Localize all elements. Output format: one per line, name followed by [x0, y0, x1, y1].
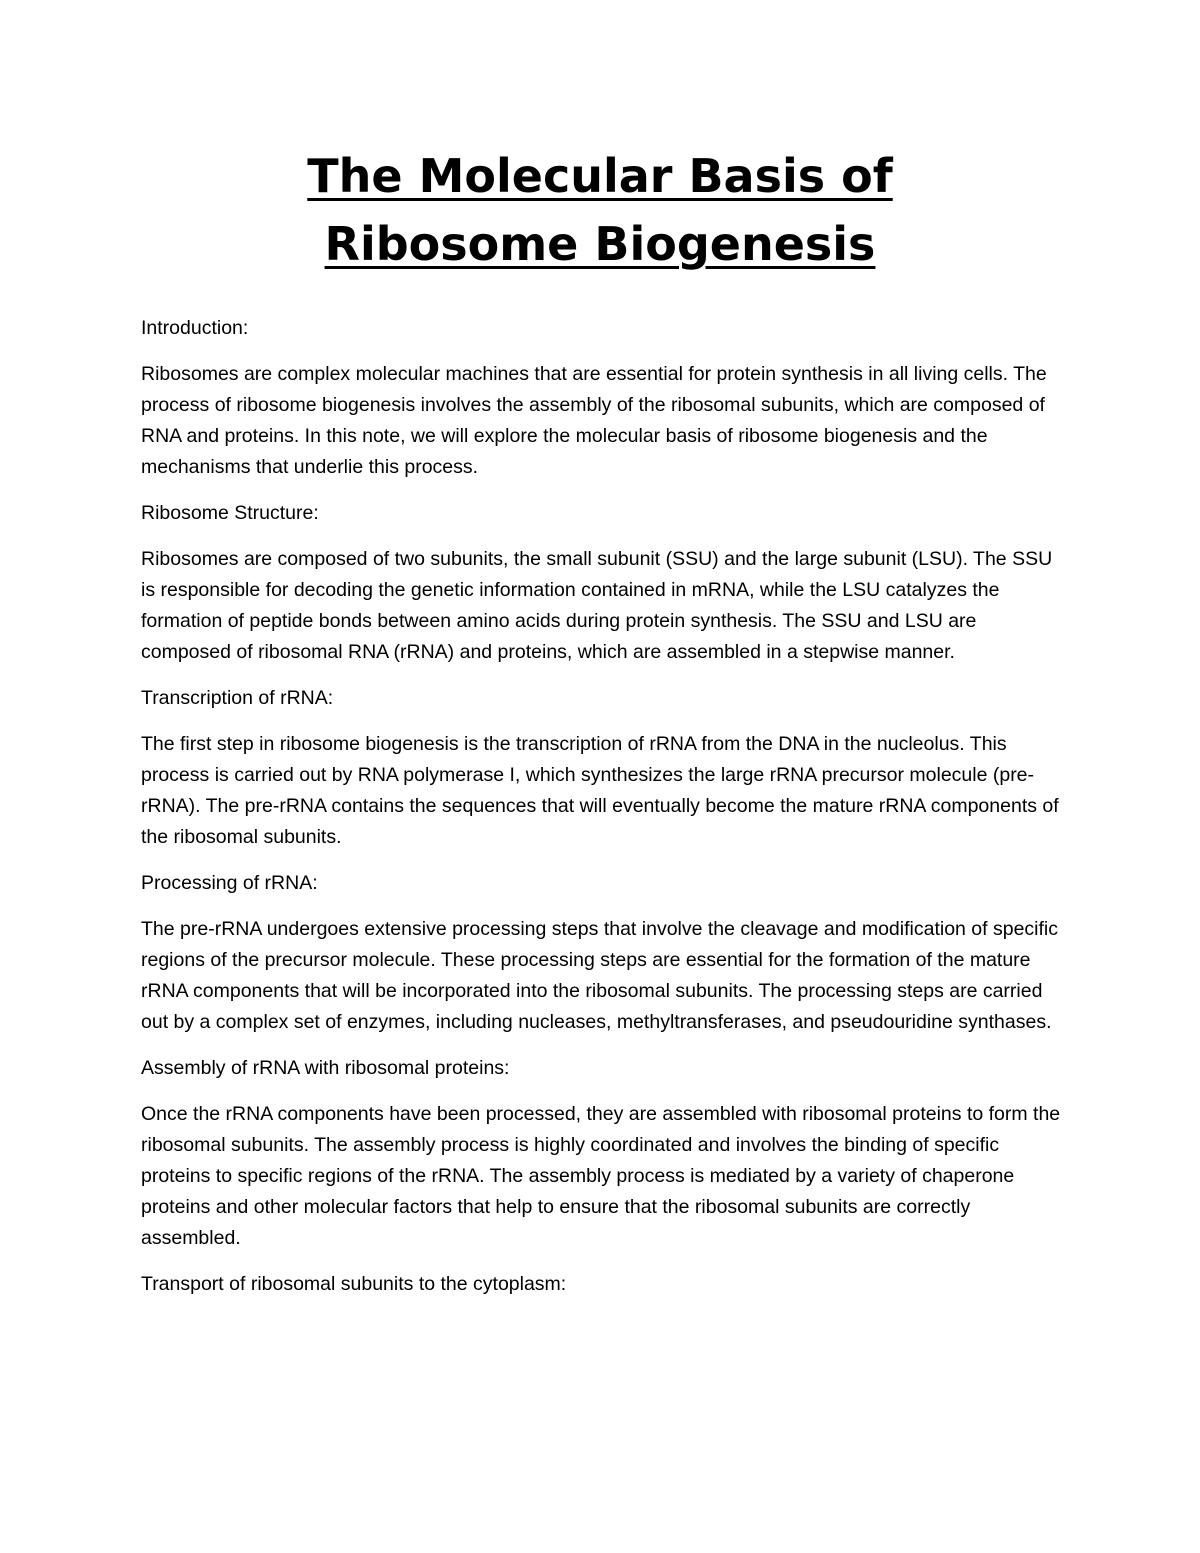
document-title	[100, 142, 1100, 278]
section-paragraph-transcription: The first step in ribosome biogenesis is the transcription of rRNA from the DNA in the nucleolus. This process is carried out by RNA polymerase I, which synthesizes the large rRNA precursor molecule (pre-rRNA). The pre-rRNA contains the sequences that will eventually become the mature rRNA components of the ribosomal subunits.	[141, 733, 1059, 848]
document-body	[141, 313, 1071, 1315]
section-heading-processing: Processing of rRNA:	[141, 872, 318, 894]
section-heading-transcription: Transcription of rRNA:	[141, 687, 334, 709]
title-line-2: Ribosome Biogenesis	[324, 217, 876, 271]
section-paragraph-ribosome-structure: Ribosomes are composed of two subunits, the small subunit (SSU) and the large subunit (LSU). The SSU is responsible for decoding the genetic information contained in mRNA, while the LSU catalyzes the formation of peptide bonds between amino acids during protein synthesis. The SSU and LSU are composed of ribosomal RNA (rRNA) and proteins, which are assembled in a stepwise manner.	[141, 548, 1053, 663]
title-line-1: The Molecular Basis of	[307, 149, 893, 203]
section-heading-transport: Transport of ribosomal subunits to the cytoplasm:	[141, 1273, 567, 1295]
section-paragraph-assembly: Once the rRNA components have been processed, they are assembled with ribosomal proteins to form the ribosomal subunits. The assembly process is highly coordinated and involves the binding of specific proteins to specific regions of the rRNA. The assembly process is mediated by a variety of chaperone proteins and other molecular factors that help to ensure that the ribosomal subunits are correctly assembled.	[141, 1103, 1061, 1249]
section-heading-assembly: Assembly of rRNA with ribosomal proteins:	[141, 1057, 510, 1079]
section-heading-ribosome-structure: Ribosome Structure:	[141, 502, 319, 524]
section-paragraph-introduction: Ribosomes are complex molecular machines that are essential for protein synthesis in all living cells. The process of ribosome biogenesis involves the assembly of the ribosomal subunits, which are composed of RNA and proteins. In this note, we will explore the molecular basis of ribosome biogenesis and the mechanisms that underlie this process.	[141, 363, 1047, 478]
section-paragraph-processing: The pre-rRNA undergoes extensive processing steps that involve the cleavage and modification of specific regions of the precursor molecule. These processing steps are essential for the formation of the mature rRNA components that will be incorporated into the ribosomal subunits. The processing steps are carried out by a complex set of enzymes, including nucleases, methyltransferases, and pseudouridine synthases.	[141, 918, 1059, 1033]
section-heading-introduction: Introduction:	[141, 317, 249, 339]
